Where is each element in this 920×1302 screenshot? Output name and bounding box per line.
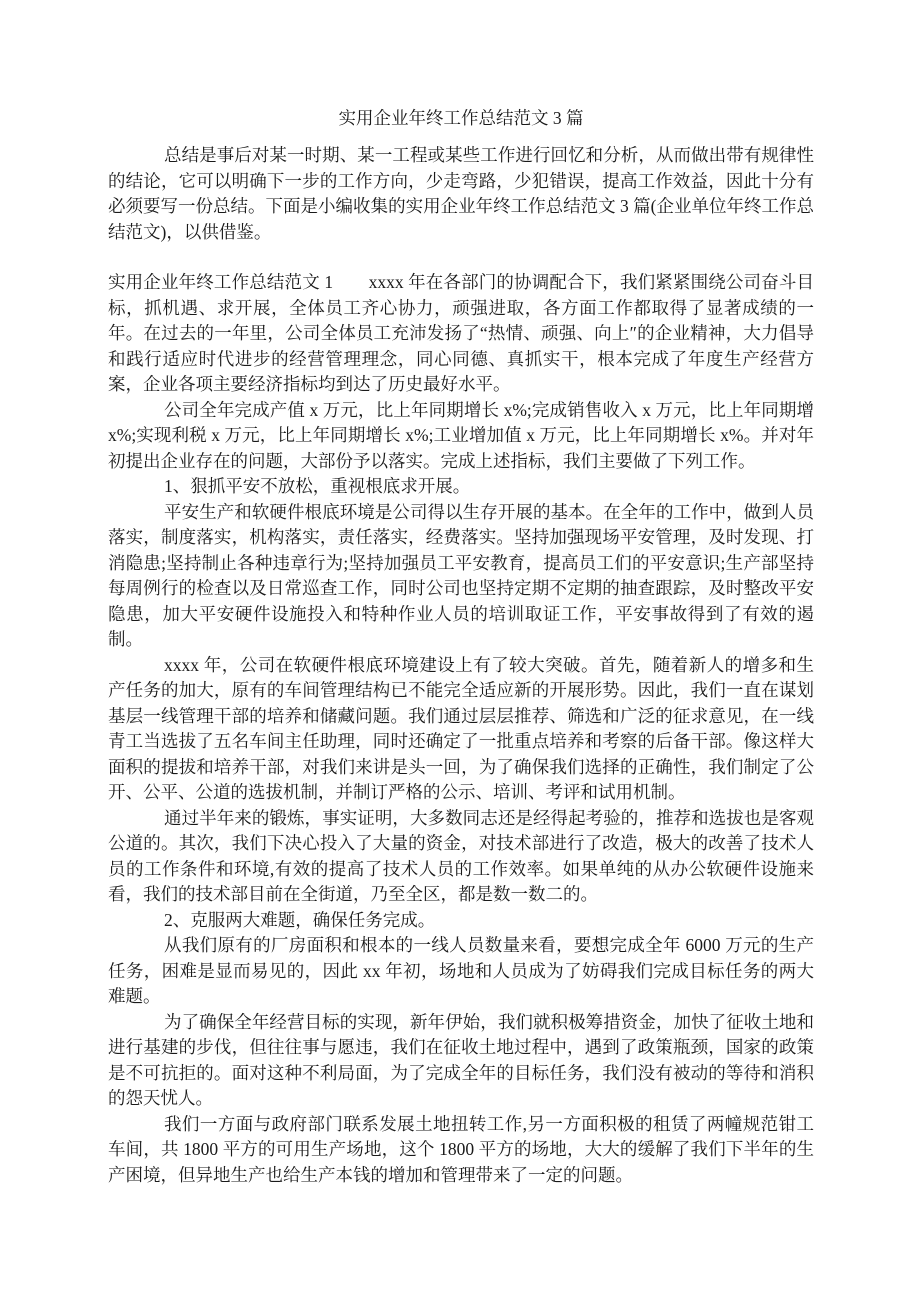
paragraph-sample1-lead: 实用企业年终工作总结范文 1 xxxx 年在各部门的协调配合下，我们紧紧围绕公司奋斗目标，抓机遇、求开展，全体员工齐心协力，顽强进取，各方面工作都取得了显著成绩的一年。在过去的一年里，公司全体员工充沛发扬了“热情、顽强、向上″的企业精神，大力倡导和践行适应时代进步的经营管理理念，同心同德、真抓实干，根本完成了年度生产经营方案，企业各项主要经济指标均到达了历史最好水平。 bbox=[108, 272, 814, 394]
paragraph-infrastructure-breakthrough: xxxx 年，公司在软硬件根底环境建设上有了较大突破。首先，随着新人的增多和生产任务的加大，原有的车间管理结构已不能完全适应新的开展形势。因此，我们一直在谋划基层一线管理干部的培养和储藏问题。我们通过层层推荐、筛选和广泛的征求意见，在一线青工当选拔了五名车间主任助理，同时还确定了一批重点培养和考察的后备干部。像这样大面积的提拔和培养干部，对我们来讲是头一回，为了确保我们选择的正确性，我们制定了公开、公平、公道的选拔机制，并制订严格的公示、培训、考评和试用机制。 bbox=[108, 654, 814, 802]
paragraph-intro: 总结是事后对某一时期、某一工程或某些工作进行回忆和分析，从而做出带有规律性的结论，它可以明确下一步的工作方向，少走弯路，少犯错误，提高工作效益，因此十分有必须要写一份总结。下面是小编收集的实用企业年终工作总结范文 3 篇(企业单位年终工作总结范文)，以供借鉴。 bbox=[108, 145, 814, 242]
paragraph-heading-item-2: 2、克服两大难题，确保任务完成。 bbox=[164, 909, 436, 930]
paragraph-two-difficulties: 从我们原有的厂房面积和根本的一线人员数量来看，要想完成全年 6000 万元的生产任务，困难是显而易见的，因此 xx 年初，场地和人员成为了妨碍我们完成目标任务的两大难题。 bbox=[108, 935, 814, 1006]
paragraph-land-policy: 为了确保全年经营目标的实现，新年伊始，我们就积极筹措资金，加快了征收土地和进行基建的步伐，但往往事与愿违，我们在征收土地过程中，遇到了政策瓶颈，国家的政策是不可抗拒的。面对这种不利局面，为了完成全年的目标任务，我们没有被动的等待和消积的怨天忧人。 bbox=[108, 1011, 814, 1108]
paragraph-safety-production: 平安生产和软硬件根底环境是公司得以生存开展的基本。在全年的工作中，做到人员落实，制度落实，机构落实，责任落实，经费落实。坚持加强现场平安管理，及时发现、打消隐患;坚持制止各种违章行为;坚持加强员工平安教育，提高员工们的平安意识;生产部坚持每周例行的检查以及日常巡查工作，同时公司也坚持定期不定期的抽查跟踪，及时整改平安隐患，加大平安硬件设施投入和特种作业人员的培训取证工作，平安事故得到了有效的遏制。 bbox=[108, 501, 814, 649]
paragraph-annual-figures: 公司全年完成产值 x 万元，比上年同期增长 x%;完成销售收入 x 万元，比上年同期增 x%;实现利税 x 万元，比上年同期增长 x%;工业增加值 x 万元，比上年同期增长 x%。并对年初提出企业存在的问题，大部份予以落实。完成上述指标，我们主要做了下列工作。 bbox=[108, 399, 814, 471]
paragraph-half-year-results: 通过半年来的锻炼，事实证明，大多数同志还是经得起考验的，推荐和选拔也是客观公道的。其次，我们下决心投入了大量的资金，对技术部进行了改造，极大的改善了技术人员的工作条件和环境,有效的提高了技术人员的工作效率。如果单纯的从办公软硬件设施来看，我们的技术部目前在全街道，乃至全区，都是数一数二的。 bbox=[108, 807, 814, 904]
document-title: 实用企业年终工作总结范文 3 篇 bbox=[338, 108, 584, 128]
paragraph-rented-workshops: 我们一方面与政府部门联系发展土地扭转工作,另一方面积极的租赁了两幢规范钳工车间，共 1800 平方的可用生产场地，这个 1800 平方的场地，大大的缓解了我们下半年的生产困境，但异地生产也给生产本钱的增加和管理带来了一定的问题。 bbox=[108, 1113, 814, 1185]
paragraph-heading-item-1: 1、狠抓平安不放松，重视根底求开展。 bbox=[164, 476, 471, 496]
